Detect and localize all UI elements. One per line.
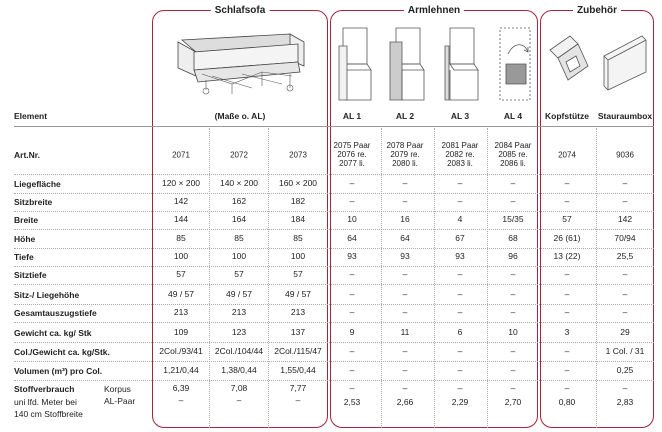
- cell-gesamtauszug-kopf: –: [564, 307, 570, 318]
- stoff-korpus-label: Korpus: [104, 384, 131, 394]
- armrest-al3-illustration: [442, 24, 484, 104]
- cell-sitztiefe-c2073: 57: [293, 269, 303, 280]
- cell-gesamtauszug-c2072: 213: [231, 307, 247, 318]
- cell-stoff-korpus-al4: –: [510, 383, 516, 394]
- stoff-al-label: AL-Paar: [104, 396, 136, 406]
- stoff-note-line: uni lfd. Meter bei: [14, 397, 77, 407]
- cell-stoff-korpus-c2071: 6,39: [172, 383, 190, 394]
- cell-breite-c2073: 184: [290, 214, 306, 225]
- cell-sitz_liege-al1: –: [349, 289, 355, 300]
- cell-stoff-al-stau: 2,83: [616, 397, 634, 408]
- art-line: 2083 li.: [447, 159, 473, 169]
- cell-stoff-al-kopf: 0,80: [558, 397, 576, 408]
- row-divider: [14, 322, 654, 323]
- cell-hoehe-c2073: 85: [293, 233, 303, 244]
- row-label-gewicht: Gewicht ca. kg/ Stk: [14, 328, 92, 338]
- cell-liegeflaeche-al4: –: [510, 178, 516, 189]
- row-divider: [14, 304, 654, 305]
- cell-col_gewicht-c2072: 2Col./104/44: [214, 346, 264, 357]
- cell-sitz_liege-c2072: 49 / 57: [226, 289, 252, 300]
- cell-sitz_liege-kopf: –: [564, 289, 570, 300]
- cell-hoehe-al2: 64: [400, 233, 410, 244]
- cell-gesamtauszug-al3: –: [457, 307, 463, 318]
- cell-art-c2073: [289, 150, 307, 159]
- cell-hoehe-c2071: 85: [176, 233, 186, 244]
- cell-breite-al4: 15/35: [502, 214, 524, 225]
- cell-gewicht-al1: 9: [349, 327, 355, 338]
- column-divider: [381, 128, 382, 428]
- column-divider: [209, 128, 210, 428]
- column-divider: [596, 128, 597, 428]
- cell-tiefe-c2072: 100: [231, 251, 247, 262]
- art-line: 2081 Paar: [441, 141, 479, 151]
- art-line: 2073: [289, 150, 307, 160]
- cell-tiefe-stau: 25,5: [616, 251, 634, 262]
- column-header-al4: AL 4: [503, 111, 523, 121]
- column-header-c2071: (Maße o. AL): [214, 111, 266, 121]
- cell-sitztiefe-kopf: –: [564, 269, 570, 280]
- art-line: 2082 re.: [445, 150, 475, 160]
- cell-sitz_liege-c2073: 49 / 57: [285, 289, 311, 300]
- cell-col_gewicht-al1: –: [349, 346, 355, 357]
- art-line: 2085 re.: [498, 150, 528, 160]
- cell-stoff-al-c2072: –: [236, 395, 242, 406]
- cell-hoehe-al4: 68: [508, 233, 518, 244]
- row-label-gesamtauszug: Gesamtauszugstiefe: [14, 308, 97, 318]
- cell-stoff-al-al3: 2,29: [451, 397, 469, 408]
- cell-breite-stau: 142: [617, 214, 633, 225]
- cell-stoff-korpus-kopf: –: [564, 383, 570, 394]
- cell-sitzbreite-stau: –: [622, 196, 628, 207]
- cell-breite-al3: 4: [457, 214, 463, 225]
- row-label-col_gewicht: Col./Gewicht ca. kg/Stk.: [14, 347, 110, 357]
- group-title-zubehoer: Zubehör: [573, 5, 621, 16]
- row-divider: [14, 174, 654, 175]
- group-title-schlafsofa: Schlafsofa: [211, 5, 270, 16]
- column-header-kopf: Kopfstütze: [545, 111, 589, 121]
- column-divider: [268, 128, 269, 428]
- art-line: 2084 Paar: [494, 141, 532, 151]
- cell-stoff-al-al4: 2,70: [504, 397, 522, 408]
- art-line: 2078 Paar: [386, 141, 424, 151]
- cell-gewicht-kopf: 3: [564, 327, 570, 338]
- cell-gewicht-c2071: 109: [173, 327, 189, 338]
- cell-volumen-al2: –: [402, 365, 408, 376]
- cell-tiefe-c2073: 100: [290, 251, 306, 262]
- cell-tiefe-al2: 93: [400, 251, 410, 262]
- cell-col_gewicht-stau: 1 Col. / 31: [605, 346, 645, 357]
- art-line: 2079 re.: [390, 150, 420, 160]
- row-label-hoehe: Höhe: [14, 234, 36, 244]
- cell-breite-c2072: 164: [231, 214, 247, 225]
- cell-volumen-al3: –: [457, 365, 463, 376]
- row-label-liegeflaeche: Liegefläche: [14, 179, 61, 189]
- element-label: Element: [14, 111, 48, 121]
- cell-gesamtauszug-al1: –: [349, 307, 355, 318]
- cell-sitztiefe-al4: –: [510, 269, 516, 280]
- row-divider: [14, 380, 654, 381]
- cell-sitztiefe-al2: –: [402, 269, 408, 280]
- cell-art-kopf: [558, 150, 576, 159]
- row-label-sitztiefe: Sitztiefe: [14, 270, 47, 280]
- cell-stoff-korpus-al2: –: [402, 383, 408, 394]
- cell-stoff-korpus-c2072: 7,08: [230, 383, 248, 394]
- art-line: 2072: [230, 150, 248, 160]
- cell-liegeflaeche-al2: –: [402, 178, 408, 189]
- cell-gesamtauszug-al4: –: [510, 307, 516, 318]
- cell-hoehe-c2072: 85: [234, 233, 244, 244]
- cell-hoehe-al1: 64: [347, 233, 357, 244]
- cell-art-c2072: [230, 150, 248, 159]
- cell-sitzbreite-c2073: 182: [290, 196, 306, 207]
- cell-stoff-korpus-stau: –: [622, 383, 628, 394]
- column-divider: [434, 128, 435, 428]
- stoff-note-line: 140 cm Stoffbreite: [14, 409, 83, 419]
- cell-gewicht-c2073: 137: [290, 327, 306, 338]
- cell-col_gewicht-al3: –: [457, 346, 463, 357]
- cell-gesamtauszug-c2071: 213: [173, 307, 189, 318]
- cell-sitztiefe-c2072: 57: [234, 269, 244, 280]
- cell-liegeflaeche-al3: –: [457, 178, 463, 189]
- storage-box-illustration: [600, 32, 650, 92]
- cell-sitz_liege-c2071: 49 / 57: [168, 289, 194, 300]
- column-header-stau: Stauraumbox: [597, 111, 653, 121]
- row-divider: [14, 284, 654, 285]
- cell-art-al2: [387, 141, 424, 169]
- row-divider: [14, 211, 654, 212]
- cell-stoff-al-al1: 2,53: [343, 397, 361, 408]
- cell-sitztiefe-stau: –: [622, 269, 628, 280]
- cell-sitz_liege-al2: –: [402, 289, 408, 300]
- cell-sitztiefe-al3: –: [457, 269, 463, 280]
- art-line: 2075 Paar: [333, 141, 371, 151]
- cell-liegeflaeche-c2071: 120 × 200: [161, 178, 201, 189]
- cell-liegeflaeche-c2073: 160 × 200: [278, 178, 318, 189]
- cell-gewicht-al3: 6: [457, 327, 463, 338]
- cell-gesamtauszug-stau: –: [622, 307, 628, 318]
- art-line: 2076 re.: [337, 150, 367, 160]
- row-divider: [14, 361, 654, 362]
- cell-stoff-korpus-c2073: 7,77: [289, 383, 307, 394]
- art-line: 2080 li.: [392, 159, 418, 169]
- cell-liegeflaeche-al1: –: [349, 178, 355, 189]
- cell-gewicht-c2072: 123: [231, 327, 247, 338]
- art-line: 2077 li.: [339, 159, 365, 169]
- cell-volumen-kopf: –: [564, 365, 570, 376]
- armrest-al2-illustration: [388, 24, 430, 104]
- art-line: 2074: [558, 150, 576, 160]
- cell-tiefe-c2071: 100: [173, 251, 189, 262]
- cell-breite-al2: 16: [400, 214, 410, 225]
- row-divider: [14, 342, 654, 343]
- row-divider: [14, 266, 654, 267]
- column-header-al2: AL 2: [395, 111, 415, 121]
- cell-hoehe-kopf: 26 (61): [553, 233, 581, 244]
- cell-col_gewicht-c2071: 2Col./93/41: [159, 346, 203, 357]
- group-title-armlehnen: Armlehnen: [404, 5, 464, 16]
- cell-sitz_liege-al4: –: [510, 289, 516, 300]
- column-header-al3: AL 3: [450, 111, 470, 121]
- cell-col_gewicht-al4: –: [510, 346, 516, 357]
- cell-gesamtauszug-c2073: 213: [290, 307, 306, 318]
- cell-sitztiefe-al1: –: [349, 269, 355, 280]
- cell-volumen-stau: 0,25: [616, 365, 634, 376]
- cell-breite-c2071: 144: [173, 214, 189, 225]
- cell-sitzbreite-al3: –: [457, 196, 463, 207]
- cell-volumen-al1: –: [349, 365, 355, 376]
- cell-gewicht-al2: 11: [400, 327, 410, 338]
- row-label-tiefe: Tiefe: [14, 252, 34, 262]
- row-label-sitzbreite: Sitzbreite: [14, 197, 53, 207]
- row-label-breite: Breite: [14, 215, 39, 225]
- cell-liegeflaeche-c2072: 140 × 200: [219, 178, 259, 189]
- cell-sitzbreite-al4: –: [510, 196, 516, 207]
- cell-sitz_liege-al3: –: [457, 289, 463, 300]
- cell-gewicht-al4: 10: [508, 327, 518, 338]
- cell-art-c2071: [172, 150, 190, 159]
- cell-col_gewicht-al2: –: [402, 346, 408, 357]
- cell-volumen-c2072: 1,38/0,44: [221, 365, 257, 376]
- cell-stoff-al-c2071: –: [178, 395, 184, 406]
- row-label-sitz_liege: Sitz-/ Liegehöhe: [14, 290, 80, 300]
- cell-hoehe-stau: 70/94: [614, 233, 636, 244]
- art-line: 2086 li.: [500, 159, 526, 169]
- armrest-al1-illustration: [337, 24, 379, 104]
- cell-gesamtauszug-al2: –: [402, 307, 408, 318]
- stoff-label: Stoffverbrauch: [14, 384, 75, 394]
- cell-tiefe-al1: 93: [347, 251, 357, 262]
- armrest-al4-illustration: [494, 24, 536, 104]
- cell-breite-al1: 10: [347, 214, 357, 225]
- cell-stoff-korpus-al1: –: [349, 383, 355, 394]
- column-header-al1: AL 1: [342, 111, 362, 121]
- cell-sitzbreite-kopf: –: [564, 196, 570, 207]
- cell-gewicht-stau: 29: [620, 327, 630, 338]
- header-divider: [14, 126, 654, 127]
- row-label-volumen: Volumen (m³) pro Col.: [14, 366, 103, 376]
- cell-art-al1: [334, 141, 371, 169]
- column-divider: [487, 128, 488, 428]
- row-divider: [14, 229, 654, 230]
- sofabed-illustration: [172, 24, 310, 98]
- cell-stoff-al-c2073: –: [295, 395, 301, 406]
- cell-volumen-al4: –: [510, 365, 516, 376]
- art-line: 9036: [616, 150, 634, 160]
- cell-tiefe-kopf: 13 (22): [553, 251, 581, 262]
- cell-col_gewicht-kopf: –: [564, 346, 570, 357]
- cell-liegeflaeche-stau: –: [622, 178, 628, 189]
- cell-liegeflaeche-kopf: –: [564, 178, 570, 189]
- cell-sitztiefe-c2071: 57: [176, 269, 186, 280]
- row-divider: [14, 248, 654, 249]
- cell-sitzbreite-c2071: 142: [173, 196, 189, 207]
- cell-art-stau: [616, 150, 634, 159]
- cell-volumen-c2073: 1,55/0,44: [280, 365, 316, 376]
- cell-volumen-c2071: 1,21/0,44: [163, 365, 199, 376]
- row-divider: [14, 193, 654, 194]
- cell-tiefe-al4: 96: [508, 251, 518, 262]
- cell-breite-kopf: 57: [562, 214, 572, 225]
- cell-sitzbreite-al1: –: [349, 196, 355, 207]
- cell-sitzbreite-c2072: 162: [231, 196, 247, 207]
- cell-stoff-al-al2: 2,66: [396, 397, 414, 408]
- cell-hoehe-al3: 67: [455, 233, 465, 244]
- cell-tiefe-al3: 93: [455, 251, 465, 262]
- cell-sitzbreite-al2: –: [402, 196, 408, 207]
- cell-stoff-korpus-al3: –: [457, 383, 463, 394]
- cell-sitz_liege-stau: –: [622, 289, 628, 300]
- row-label-art: Art.Nr.: [14, 150, 40, 160]
- art-line: 2071: [172, 150, 190, 160]
- cell-col_gewicht-c2073: 2Col./115/47: [274, 346, 322, 357]
- cell-art-al3: [442, 141, 479, 169]
- headrest-illustration: [546, 32, 592, 92]
- cell-art-al4: [495, 141, 532, 169]
